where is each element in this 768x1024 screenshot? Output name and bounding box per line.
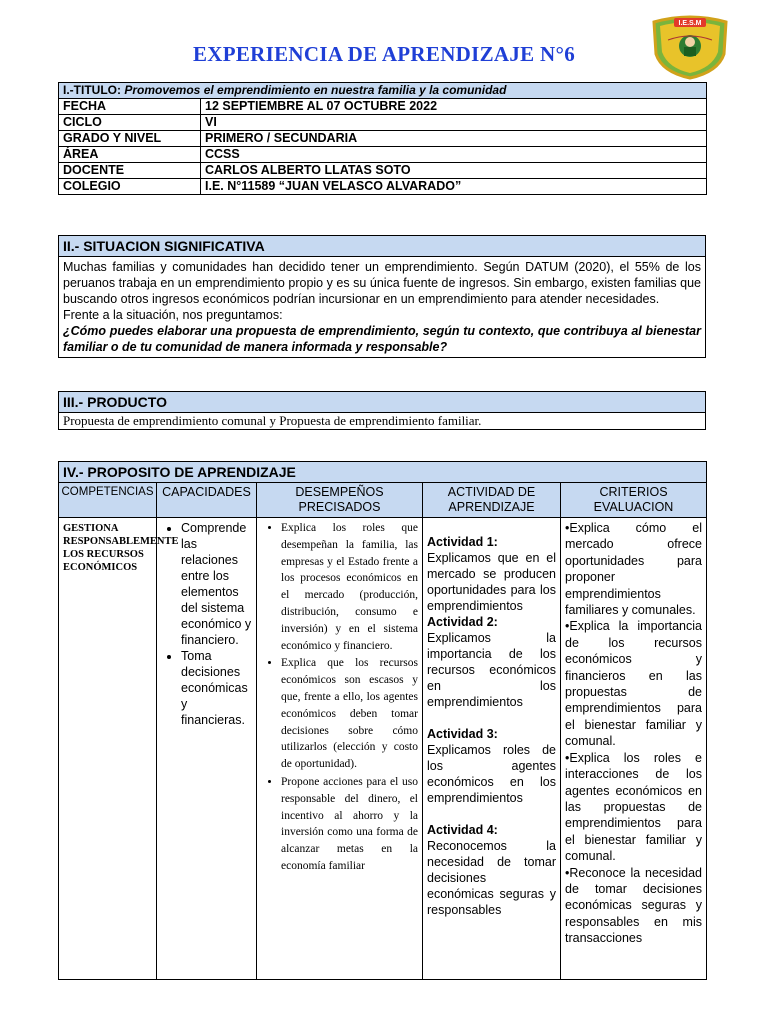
field-label: CICLO [59,115,201,131]
criterio-item: •Reconoce la necesidad de tomar decisiones económicas seguras y responsables en mis transacciones [565,865,702,946]
field-value: CARLOS ALBERTO LLATAS SOTO [201,163,707,179]
list-item: • Propone acciones para el uso responsable del dinero, el incentivo al ahorro y la inversión como una forma de alcanzar metas en la economía familiar [281,774,418,875]
situacion-paragraph: Muchas familias y comunidades han decidido tener un emprendimiento. Según DATUM (2020), el 55% de los peruanos trabaja en un emprendimiento propio y es su única fuente de ingresos. Sin embargo, existen familias que buscando otros ingresos económicos podrían incursionar en un emprendimiento para atender necesidades. [63,260,701,306]
activity-text: Reconocemos la necesidad de tomar decisiones económicas seguras y responsables [427,839,556,917]
section3-heading: III.- PRODUCTO [59,392,706,413]
section1-header [59,83,707,99]
producto-text: Propuesta de emprendimiento comunal y Propuesta de emprendimiento familiar. [59,413,706,430]
experience-title: Promovemos el emprendimiento en nuestra familia y la comunidad [124,83,507,97]
situacion-question: ¿Cómo puedes elaborar una propuesta de emprendimiento, según tu contexto, que contribuya al bienestar familiar o de tu comunidad de manera informada y responsable? [63,324,701,354]
field-label: ÁREA [59,147,201,163]
column-header: CAPACIDADES [157,483,257,518]
general-info-table [58,82,707,195]
criterio-item: •Explica los roles e interacciones de los agentes económicos en las propuestas de emprendimientos para el bienestar familiar y comunal. [565,750,702,864]
field-label: COLEGIO [59,179,201,195]
table-row [59,179,707,195]
situacion-lead: Frente a la situación, nos preguntamos: [63,308,283,322]
field-value: I.E. N°11589 “JUAN VELASCO ALVARADO” [201,179,707,195]
capacidades-cell [157,518,257,980]
proposito-table [58,461,707,980]
criterios-cell [561,518,707,980]
field-value: CCSS [201,147,707,163]
school-logo [648,14,732,80]
section4-heading: IV.- PROPOSITO DE APRENDIZAJE [59,462,707,483]
activity-text: Explicamos que en el mercado se producen oportunidades para los emprendimientos [427,551,556,613]
list-item: • Comprende las relaciones entre los elementos del sistema económico y financiero. [181,520,252,648]
list-item: • Explica los roles que desempeñan la familia, las empresas y el Estado frente a los procesos económicos en el mercado (producción, distribución, consumo e inversión) y en el sistema económico y financiero. [281,520,418,654]
field-value: PRIMERO / SECUNDARIA [201,131,707,147]
page-title: EXPERIENCIA DE APRENDIZAJE N°6 [192,42,576,66]
activity-text: Explicamos roles de los agentes económicos en los emprendimientos [427,743,556,805]
list-item: • Explica que los recursos económicos son escasos y que, frente a ello, los agentes económicos deben tomar decisiones sobre cómo utilizarlos (elección y costo de oportunidad). [281,655,418,773]
table-row [59,115,707,131]
table-row [59,131,707,147]
situacion-body [59,257,706,358]
competencia-cell: GESTIONA RESPONSABLEMENTE LOS RECURSOS ECONÓMICOS [59,518,157,980]
activity-text: Explicamos la importancia de los recursos económicos en los emprendimientos [427,631,556,709]
situacion-table [58,235,706,358]
activity-title: Actividad 4: [427,823,498,837]
producto-table [58,391,706,430]
field-value: 12 SEPTIEMBRE AL 07 OCTUBRE 2022 [201,99,707,115]
desempenos-cell [257,518,423,980]
activity-title: Actividad 3: [427,727,498,741]
criterio-item: •Explica cómo el mercado ofrece oportunidades para proponer emprendimientos familiares y comunales. [565,521,702,618]
actividades-cell [423,518,561,980]
criterio-item: •Explica la importancia de los recursos económicos y financieros en las propuestas de emprendimientos para el bienestar familiar y comunal. [565,619,702,749]
field-label: GRADO Y NIVEL [59,131,201,147]
field-value: VI [201,115,707,131]
section1-label: I.-TITULO: [63,83,125,97]
field-label: FECHA [59,99,201,115]
column-header: ACTIVIDAD DE APRENDIZAJE [423,483,561,518]
column-header: COMPETENCIAS [59,483,157,518]
activity-title: Actividad 1: [427,535,498,549]
activity-title: Actividad 2: [427,615,498,629]
table-row [59,163,707,179]
table-row [59,147,707,163]
section2-heading: II.- SITUACION SIGNIFICATIVA [59,236,706,257]
list-item: • Toma decisiones económicas y financieras. [181,648,252,728]
field-label: DOCENTE [59,163,201,179]
svg-text:I.E.S.M: I.E.S.M [678,20,702,27]
table-row [59,99,707,115]
column-header: DESEMPEÑOS PRECISADOS [257,483,423,518]
column-header: CRITERIOS EVALUACION [561,483,707,518]
